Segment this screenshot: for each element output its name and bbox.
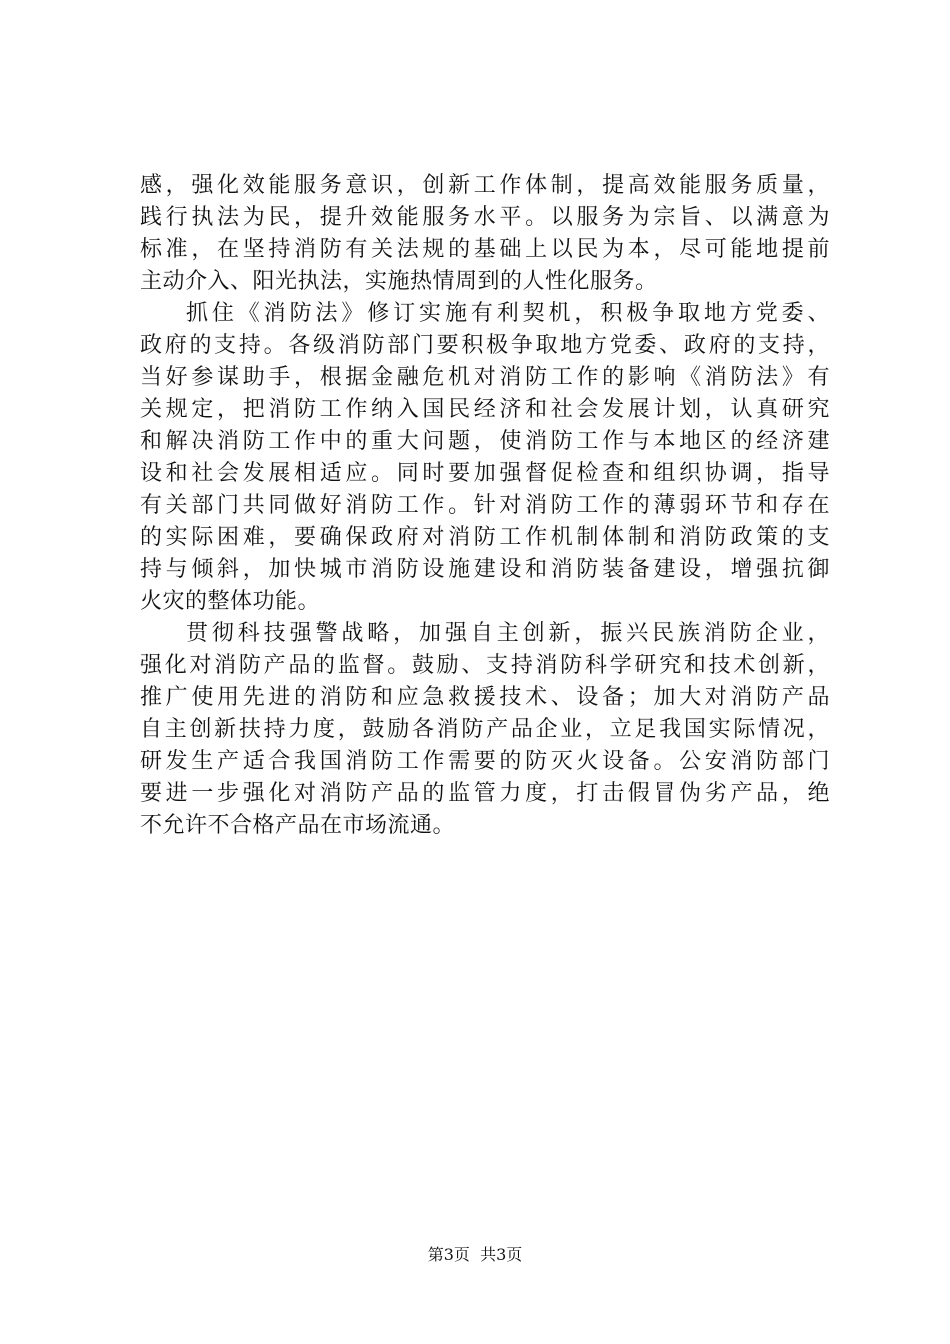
text-line: 主动介入、阳光执法，实施热情周到的人性化服务。 <box>140 269 658 294</box>
paragraph-1 <box>140 170 830 298</box>
paragraph-3 <box>140 618 830 842</box>
text-line: 设和社会发展相适应。同时要加强督促检查和组织协调，指导 <box>140 461 830 486</box>
document-body <box>140 170 830 842</box>
text-line: 的实际困难，要确保政府对消防工作机制体制和消防政策的支 <box>140 525 830 550</box>
text-line: 自主创新扶持力度，鼓励各消防产品企业，立足我国实际情况， <box>140 717 830 742</box>
text-line: 持与倾斜，加快城市消防设施建设和消防装备建设，增强抗御 <box>140 557 830 582</box>
text-line: 研发生产适合我国消防工作需要的防灭火设备。公安消防部门 <box>140 749 830 774</box>
text-line: 当好参谋助手，根据金融危机对消防工作的影响《消防法》有 <box>140 365 830 390</box>
text-line: 火灾的整体功能。 <box>140 589 321 614</box>
text-line: 贯彻科技强警战略，加强自主创新，振兴民族消防企业， <box>186 621 830 646</box>
text-line: 感，强化效能服务意识，创新工作体制，提高效能服务质量， <box>140 173 830 198</box>
text-line: 不允许不合格产品在市场流通。 <box>140 813 456 838</box>
text-line: 标准，在坚持消防有关法规的基础上以民为本，尽可能地提前 <box>140 237 830 262</box>
text-line: 和解决消防工作中的重大问题，使消防工作与本地区的经济建 <box>140 429 830 454</box>
paragraph-2 <box>140 298 830 618</box>
page-footer <box>0 1243 950 1267</box>
text-line: 政府的支持。各级消防部门要积极争取地方党委、政府的支持， <box>140 333 830 358</box>
text-line: 要进一步强化对消防产品的监管力度，打击假冒伪劣产品，绝 <box>140 781 830 806</box>
text-line: 推广使用先进的消防和应急救援技术、设备；加大对消防产品 <box>140 685 830 710</box>
text-line: 关规定，把消防工作纳入国民经济和社会发展计划，认真研究 <box>140 397 830 422</box>
text-line: 践行执法为民，提升效能服务水平。以服务为宗旨、以满意为 <box>140 205 830 230</box>
text-line: 强化对消防产品的监督。鼓励、支持消防科学研究和技术创新， <box>140 653 830 678</box>
text-line: 有关部门共同做好消防工作。针对消防工作的薄弱环节和存在 <box>140 493 830 518</box>
page-indicator: 第3页 共3页 <box>427 1245 523 1264</box>
text-line: 抓住《消防法》修订实施有利契机，积极争取地方党委、 <box>186 301 830 326</box>
